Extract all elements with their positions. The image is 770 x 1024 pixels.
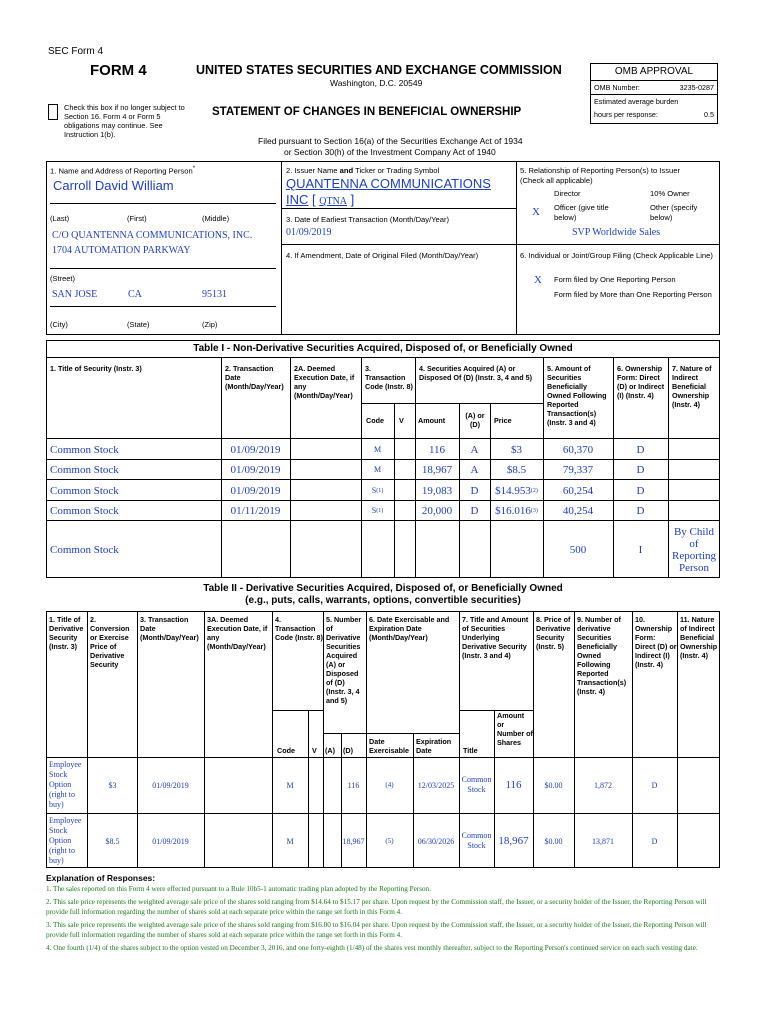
t1-row-amount: 20,000 <box>421 504 453 517</box>
statement-title: STATEMENT OF CHANGES IN BENEFICIAL OWNERSHIP <box>212 106 522 118</box>
no-longer-subject-checkbox[interactable] <box>48 104 58 120</box>
omb-number-value: 3235-0287 <box>679 83 714 92</box>
t1-row-price <box>490 522 543 577</box>
t1-row-nature <box>669 440 719 459</box>
t1-price: Price <box>494 416 512 425</box>
t1-h5: 5. Amount of Securities Beneficially Owned Following Reported Transaction(s) (Instr. 3 and 4) <box>547 364 607 427</box>
t2-row-deriv-price: $0.00 <box>544 836 563 846</box>
t1-price-value: $3 <box>511 443 522 456</box>
t2-row-underlying-title: Common Stock <box>461 831 492 850</box>
t1-row-amount: 18,967 <box>421 463 453 476</box>
t1-row-price <box>490 440 543 459</box>
t1-row-date: 01/09/2019 <box>230 463 281 476</box>
t1-row-code <box>361 481 394 500</box>
t1-row-form: D <box>636 443 645 456</box>
box3-label: 3. Date of Earliest Transaction (Month/Day/Year) <box>286 215 450 224</box>
t2-row-exercisable: (4) <box>385 781 394 789</box>
t2-h6: 6. Date Exercisable and Expiration Date (Month/Day/Year) <box>369 615 450 642</box>
t1-h7: 7. Nature of Indirect Beneficial Ownership (Instr. 4) <box>672 364 712 409</box>
t1-code-value: M <box>373 445 382 454</box>
t1-row-price <box>490 501 543 520</box>
t1-row-amount: 116 <box>428 443 446 456</box>
t1-row-code <box>361 522 394 577</box>
t2-v: V <box>312 746 317 755</box>
omb-burden-label: Estimated average burden <box>594 97 679 106</box>
box5-label: 5. Relationship of Reporting Person(s) to Issuer (Check all applicable) <box>520 166 680 185</box>
omb-title: OMB APPROVAL <box>591 64 717 81</box>
t2-code: Code <box>277 746 295 755</box>
t1-code: Code <box>366 416 384 425</box>
sec-form-label: SEC Form 4 <box>48 46 104 57</box>
t2-title-col: Title <box>463 746 478 755</box>
t1-row-title: Common Stock <box>50 463 119 476</box>
t1-row-title: Common Stock <box>50 484 119 497</box>
t1-row-title: Common Stock <box>50 504 119 517</box>
t2-row-date: 01/09/2019 <box>152 836 189 846</box>
middle-label: (Middle) <box>202 214 230 223</box>
t1-code-value: S <box>371 486 377 495</box>
t1-price-value: $16.016 <box>495 504 531 517</box>
officer-option[interactable]: Officer (give title below) <box>554 203 609 222</box>
agency-location: Washington, D.C. 20549 <box>330 78 423 88</box>
t2-h4: 4. Transaction Code (Instr. 8) <box>275 615 323 642</box>
earliest-transaction-date: 01/09/2019 <box>286 227 332 238</box>
street-label: (Street) <box>50 274 76 283</box>
zip-value: 95131 <box>202 289 227 300</box>
t2-h1: 1. Title of Derivative Security (Instr. 3) <box>49 615 84 651</box>
t2-row-underlying-amount: 18,967 <box>498 835 529 847</box>
officer-title: SVP Worldwide Sales <box>572 227 661 238</box>
t1-row-form: I <box>638 543 643 556</box>
t1-price-footnote: (2) <box>530 487 538 494</box>
t1-aord: (A) or (D) <box>465 411 485 429</box>
omb-number-label: OMB Number: <box>594 83 640 92</box>
zip-label: (Zip) <box>202 320 218 329</box>
t2-row-exercisable: (5) <box>385 837 394 845</box>
box6-label: 6. Individual or Joint/Group Filing (Check Applicable Line) <box>520 251 713 260</box>
t2-row-date: 01/09/2019 <box>152 780 189 790</box>
omb-box <box>590 63 718 124</box>
t1-code-value: M <box>373 465 382 474</box>
t1-code-footnote: (1) <box>376 487 384 494</box>
t2-row-expiration: 06/30/2026 <box>417 836 455 846</box>
t2-row-title: Employee Stock Option (right to buy) <box>49 760 82 809</box>
checkbox-text: Check this box if no longer subject to Section 16. Form 4 or Form 5 obligations may continue. See Instruction 1(b). <box>64 103 185 139</box>
filed-line-1: Filed pursuant to Section 16(a) of the Securities Exchange Act of 1934 <box>258 136 523 146</box>
address-line-1: C/O QUANTENNA COMMUNICATIONS, INC. <box>52 230 253 241</box>
t1-h6: 6. Ownership Form: Direct (D) or Indirect (I) (Instr. 4) <box>617 364 665 400</box>
t1-row-title: Common Stock <box>50 543 119 556</box>
last-label: (Last) <box>50 214 70 223</box>
issuer-name-line2: INC [ QTNA ] <box>286 192 355 207</box>
t2-row-price: $3 <box>108 780 117 790</box>
issuer-name-line1: QUANTENNA COMMUNICATIONS <box>286 176 491 191</box>
t2-row-price: $8.5 <box>105 836 120 846</box>
t1-row-owned: 79,337 <box>562 463 594 476</box>
t2-row-code: M <box>286 836 294 846</box>
first-label: (First) <box>127 214 147 223</box>
t2-h5: 5. Number of Derivative Securities Acquired (A) or Disposed of (D) (Instr. 3, 4 and 5) <box>326 615 362 705</box>
t2-row-form: D <box>651 780 658 790</box>
note-4: 4. One fourth (1/4) of the shares subject to the option vested on December 3, 2016, and one forty-eighth (1/48) of the shares vest monthly thereafter, subject to the Reporting Person's continued service on each such vesting date. <box>46 944 698 952</box>
t1-row-amount <box>415 522 459 577</box>
t1-row-ad <box>459 522 490 577</box>
agency-title: UNITED STATES SECURITIES AND EXCHANGE COMMISSION <box>196 63 562 77</box>
box1-label: 1. Name and Address of Reporting Person* <box>50 166 196 176</box>
t1-row-date <box>221 522 290 577</box>
t2-h9: 9. Number of derivative Securities Beneficially Owned Following Reported Transaction(s) (Instr. 4) <box>577 615 627 696</box>
t1-row-ad: A <box>470 463 479 476</box>
t2-h3: 3. Transaction Date (Month/Day/Year) <box>140 615 199 642</box>
t1-row-code <box>361 501 394 520</box>
t2-exp: Expiration Date <box>416 737 452 755</box>
t1-row-title: Common Stock <box>50 443 119 456</box>
t1-h2a: 2A. Deemed Execution Date, if any (Month/Day/Year) <box>294 364 355 400</box>
t1-v: V <box>399 416 404 425</box>
other-option[interactable]: Other (specify below) <box>650 203 698 222</box>
box4-label: 4. If Amendment, Date of Original Filed (Month/Day/Year) <box>286 251 479 260</box>
reporting-person-name: Carroll David William <box>53 178 174 193</box>
t1-row-owned: 60,370 <box>562 443 594 456</box>
city-label: (City) <box>50 320 68 329</box>
explanation-notes <box>46 884 720 953</box>
state-value: CA <box>128 289 142 300</box>
t2-date-ex: Date Exercisable <box>369 737 409 755</box>
t2-row-title: Employee Stock Option (right to buy) <box>49 816 82 865</box>
t1-row-price <box>490 481 543 500</box>
t1-row-date: 01/09/2019 <box>230 484 281 497</box>
state-label: (State) <box>127 320 150 329</box>
officer-x-mark: X <box>532 206 540 218</box>
t1-row-form: D <box>636 484 645 497</box>
t1-code-footnote: (1) <box>376 507 384 514</box>
director-option[interactable]: Director <box>554 189 581 198</box>
t2-h8: 8. Price of Derivative Security (Instr. 5) <box>536 615 571 651</box>
t2-amount-col: Amount or Number of Shares <box>497 711 533 747</box>
t2-row-code: M <box>286 780 294 790</box>
t1-h2: 2. Transaction Date (Month/Day/Year) <box>225 364 284 391</box>
t1-row-date: 01/11/2019 <box>230 504 281 517</box>
t1-row-form: D <box>636 463 645 476</box>
t1-row-owned: 40,254 <box>562 504 594 517</box>
t2-row-owned: 1,872 <box>594 780 612 790</box>
note-3: 3. This sale price represents the weighted average sale price of the shares sold ranging from $16.00 to $16.04 per share. Upon request by the Commission staff, the Issuer, or a security holder of the Issuer, the Reporting Person will provide full information regarding the number of shares sold at each separate price within the range set forth in this Form 4. <box>46 921 707 939</box>
t1-amount: Amount <box>418 416 446 425</box>
t1-price-value: $14.953 <box>495 484 531 497</box>
t2-a: (A) <box>325 746 335 755</box>
filed-line-2: or Section 30(h) of the Investment Company Act of 1940 <box>284 147 496 157</box>
more-reporting-persons-option[interactable]: Form filed by More than One Reporting Person <box>554 290 712 299</box>
t2-h2: 2. Conversion or Exercise Price of Derivative Security <box>90 615 130 669</box>
t1-row-nature: By Child of Reporting Person <box>672 525 716 574</box>
t1-h4: 4. Securities Acquired (A) or Disposed Of (D) (Instr. 3, 4 and 5) <box>419 364 533 382</box>
address-line-2: 1704 AUTOMATION PARKWAY <box>52 245 191 256</box>
t1-row-form: D <box>636 504 645 517</box>
table1-title: Table I - Non-Derivative Securities Acquired, Disposed of, or Beneficially Owned <box>193 343 573 354</box>
t2-h7: 7. Title and Amount of Securities Underlying Derivative Security (Instr. 3 and 4) <box>462 615 529 660</box>
box2-label: 2. Issuer Name and Ticker or Trading Symbol <box>286 166 440 175</box>
note-1: 1. The sales reported on this Form 4 were effected pursuant to a Rule 10b5-1 automatic trading plan adopted by the Reporting Person. <box>46 885 431 893</box>
t1-row-nature <box>669 501 719 520</box>
omb-hours-label: hours per response: <box>594 110 658 119</box>
t1-h3: 3. Transaction Code (Instr. 8) <box>365 364 413 391</box>
t2-h10: 10. Ownership Form: Direct (D) or Indirect (I) (Instr. 4) <box>635 615 677 669</box>
t2-h11: 11. Nature of Indirect Beneficial Ownership (Instr. 4) <box>680 615 718 660</box>
t2-row-expiration: 12/03/2025 <box>417 780 455 790</box>
t1-row-owned: 60,254 <box>562 484 594 497</box>
t1-row-nature <box>669 460 719 479</box>
t1-price-value: $8.5 <box>506 463 527 476</box>
t2-row-underlying-title: Common Stock <box>461 775 492 794</box>
t2-row-owned: 13,871 <box>592 836 614 846</box>
t2-h3a: 3A. Deemed Execution Date, if any (Month/Day/Year) <box>207 615 268 651</box>
omb-hours-value: 0.5 <box>704 110 714 119</box>
t2-d: (D) <box>343 746 353 755</box>
t1-row-price <box>490 460 543 479</box>
t1-row-date: 01/09/2019 <box>230 443 281 456</box>
t1-row-ad: D <box>470 504 479 517</box>
one-reporting-person-option[interactable]: Form filed by One Reporting Person <box>554 275 676 284</box>
one-person-x-mark: X <box>534 274 542 286</box>
t1-row-nature <box>669 481 719 500</box>
form-title: FORM 4 <box>90 62 147 79</box>
t1-row-ad: D <box>470 484 479 497</box>
ten-percent-owner-option[interactable]: 10% Owner <box>650 189 690 198</box>
t2-row-deriv-price: $0.00 <box>544 780 563 790</box>
t2-row-d: 116 <box>347 780 360 790</box>
explanation-title: Explanation of Responses: <box>46 873 156 883</box>
t1-price-footnote: (3) <box>530 507 538 514</box>
city-value: SAN JOSE <box>52 289 98 300</box>
t2-row-d: 18,967 <box>342 836 365 846</box>
t1-row-code <box>361 460 394 479</box>
t1-row-code <box>361 440 394 459</box>
note-2: 2. This sale price represents the weighted average sale price of the shares sold ranging from $14.64 to $15.17 per share. Upon request by the Commission staff, the Issuer, or a security holder of the Issuer, the Reporting Person will provide full information regarding the number of shares sold at each separate price within the range set forth in this Form 4. <box>46 898 707 916</box>
t1-row-amount: 19,083 <box>421 484 453 497</box>
t2-row-form: D <box>651 836 658 846</box>
t1-h1: 1. Title of Security (Instr. 3) <box>50 364 142 373</box>
table2-title: Table II - Derivative Securities Acquired, Disposed of, or Beneficially Owned (e.g., puts, calls, warrants, options, convertible securities) <box>203 583 563 606</box>
t1-row-owned: 500 <box>569 543 587 556</box>
t2-row-underlying-amount: 116 <box>505 779 522 791</box>
t1-code-value: S <box>371 506 377 515</box>
t1-row-ad: A <box>470 443 479 456</box>
